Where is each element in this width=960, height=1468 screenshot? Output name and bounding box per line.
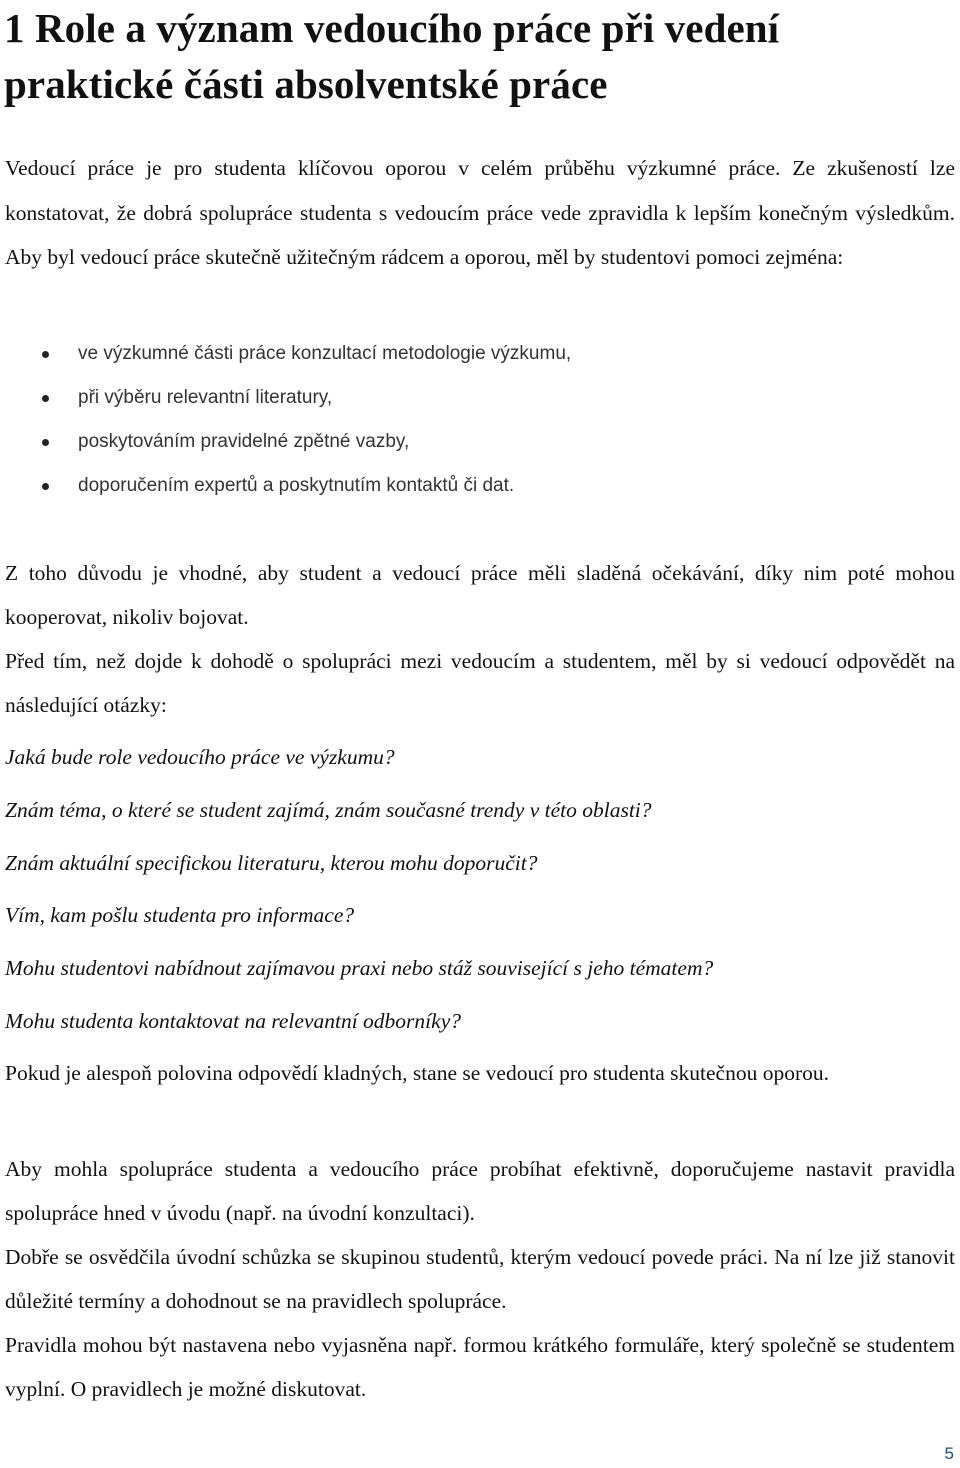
bullet-icon — [42, 351, 49, 358]
bullet-icon — [42, 395, 49, 402]
question-item: Znám aktuální specifickou literaturu, kterou mohu doporučit? — [5, 851, 538, 875]
paragraph-cooperation-rules: Aby mohla spolupráce studenta a vedoucího práce probíhat efektivně, doporučujeme nastavit pravidla spolupráce hned v úvodu (např. na úvodní konzultaci). — [5, 1157, 955, 1225]
paragraph-rules-form: Pravidla mohou být nastavena nebo vyjasněna např. formou krátkého formuláře, který společně se studentem vyplní. O pravidlech je možné diskutovat. — [5, 1333, 955, 1401]
question-item: Vím, kam pošlu studenta pro informace? — [5, 903, 355, 927]
list-item-text: doporučením expertů a poskytnutím kontaktů či dat. — [78, 475, 515, 496]
question-item: Mohu studenta kontaktovat na relevantní odborníky? — [5, 1009, 461, 1033]
bullet-icon — [42, 439, 49, 446]
intro-paragraph: Vedoucí práce je pro studenta klíčovou oporou v celém průběhu výzkumné práce. Ze zkušeností lze konstatovat, že dobrá spolupráce studenta s vedoucím práce vede zpravidla k lepším konečným výsledkům. Aby byl vedoucí práce skutečně užitečným rádcem a oporou, měl by studentovi pomoci zejména: — [5, 156, 955, 269]
list-item — [0, 420, 950, 464]
question-item: Mohu studentovi nabídnout zajímavou praxi nebo stáž související s jeho tématem? — [5, 956, 714, 980]
list-item — [0, 376, 950, 420]
bullet-list — [0, 332, 950, 508]
list-item-text: při výběru relevantní literatury, — [78, 387, 333, 408]
question-item: Znám téma, o které se student zajímá, znám současné trendy v této oblasti? — [5, 798, 652, 822]
paragraph-positive-answers: Pokud je alespoň polovina odpovědí kladných, stane se vedoucí pro studenta skutečnou oporou. — [5, 1061, 830, 1085]
list-item — [0, 332, 950, 376]
bullet-icon — [42, 483, 49, 490]
list-item-text: poskytováním pravidelné zpětné vazby, — [78, 431, 410, 452]
list-item — [0, 464, 950, 508]
chapter-title: 1 Role a význam vedoucího práce při vedení praktické části absolventské práce — [4, 5, 780, 107]
paragraph-initial-meeting: Dobře se osvědčila úvodní schůzka se skupinou studentů, kterým vedoucí povede práci. Na ní lze již stanovit důležité termíny a dohodnout se na pravidlech spolupráce. — [5, 1245, 955, 1313]
paragraph-expectations: Z toho důvodu je vhodné, aby student a vedoucí práce měli sladěná očekávání, díky nim poté mohou kooperovat, nikoliv bojovat. — [5, 561, 955, 629]
page-number: 5 — [944, 1444, 954, 1463]
paragraph-questions-intro: Před tím, než dojde k dohodě o spolupráci mezi vedoucím a studentem, měl by si vedoucí odpovědět na následující otázky: — [5, 649, 955, 717]
list-item-text: ve výzkumné části práce konzultací metodologie výzkumu, — [78, 343, 572, 364]
question-item: Jaká bude role vedoucího práce ve výzkumu? — [5, 745, 395, 769]
